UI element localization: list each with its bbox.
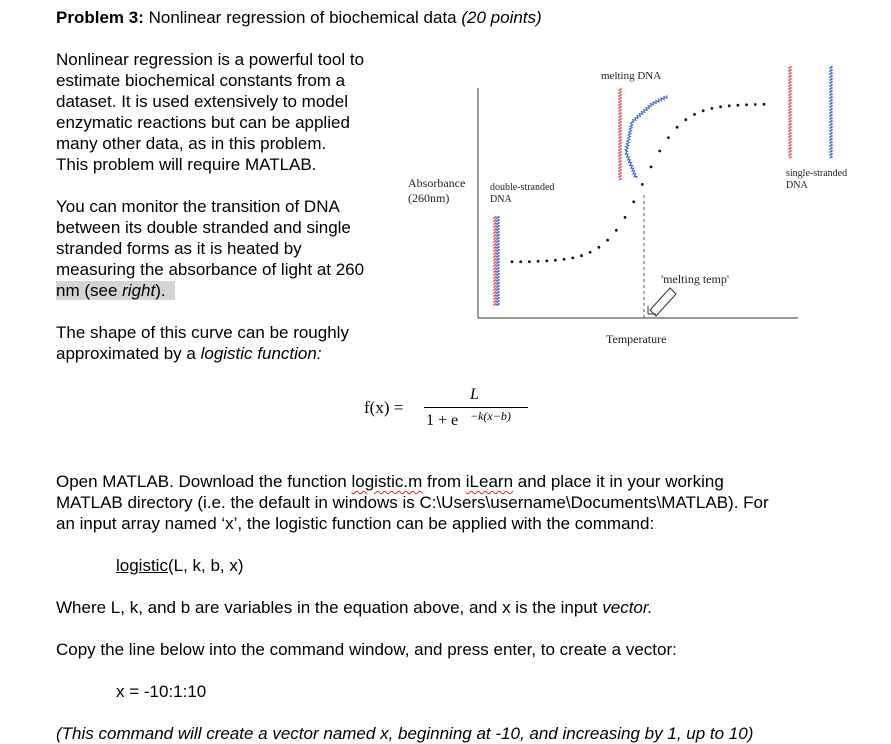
curve-dot xyxy=(650,166,653,169)
matlab-directory-line: MATLAB directory (i.e. the default in windows is C:\Users\username\Documents\MATLAB). For xyxy=(56,493,769,512)
command-function: logistic xyxy=(116,556,168,575)
curve-dot xyxy=(615,229,618,232)
curve-dot xyxy=(763,103,766,106)
fraction-bar xyxy=(424,407,528,408)
double-strand-blue xyxy=(497,216,500,306)
intro-paragraph xyxy=(56,49,364,175)
curve-dot xyxy=(545,260,548,263)
curve-dot xyxy=(580,254,583,257)
shape-italic: logistic function: xyxy=(200,344,322,363)
y-label-unit: (260nm) xyxy=(408,191,450,205)
logistic-command xyxy=(116,555,244,576)
curve-dot xyxy=(511,260,514,263)
input-array-line: an input array named ‘x’, the logistic function can be applied with the command: xyxy=(56,514,655,533)
see-suffix: ). xyxy=(155,281,166,300)
curve-dot xyxy=(571,257,574,260)
curve-dot xyxy=(745,103,748,106)
melting-strand-red xyxy=(619,88,622,180)
shape-paragraph xyxy=(56,322,349,364)
see-right: right xyxy=(122,281,156,300)
open-suffix: and place it in your working xyxy=(513,472,724,491)
open-matlab-line xyxy=(56,471,724,492)
double-strand-red xyxy=(494,216,497,306)
shape-line: The shape of this curve can be roughly xyxy=(56,323,349,342)
equation-exponent: −k(x−b) xyxy=(470,409,511,423)
ilearn-name: iLearn xyxy=(465,472,514,491)
curve-dot xyxy=(684,118,687,121)
curve-dot xyxy=(624,216,627,219)
logistic-file-name: logistic.m xyxy=(351,472,423,491)
single-strand-blue xyxy=(830,66,833,158)
curve-dot xyxy=(537,260,540,263)
vector-note: (This command will create a vector named x, beginning at -10, and increasing by 1, up to 10) xyxy=(56,724,754,743)
where-vector: vector. xyxy=(602,598,653,617)
double-stranded-label: double-stranded xyxy=(490,182,555,193)
curve-dot xyxy=(528,260,531,263)
curve-dot xyxy=(711,107,714,110)
intro-line: dataset. It is used extensively to model xyxy=(56,92,348,111)
curve-dot xyxy=(598,246,601,249)
transition-paragraph xyxy=(56,196,364,301)
curve-dot xyxy=(519,260,522,263)
curve-dot xyxy=(728,104,731,107)
dna-melting-figure xyxy=(400,60,860,350)
curve-dot xyxy=(719,105,722,108)
problem-points: (20 points) xyxy=(461,8,542,27)
open-mid: from xyxy=(422,472,466,491)
y-label-absorbance: Absorbance xyxy=(408,176,466,190)
curve-dot xyxy=(641,183,644,186)
logistic-equation xyxy=(360,380,560,440)
where-prefix: Where L, k, and b are variables in the equation above, and x is the input xyxy=(56,598,603,617)
single-stranded-label: single-stranded xyxy=(786,168,848,179)
curve-dot xyxy=(563,258,566,261)
equation-numerator: L xyxy=(470,386,479,403)
intro-line: estimate biochemical constants from a xyxy=(56,71,346,90)
command-args: (L, k, b, x) xyxy=(167,556,244,575)
problem-label: Problem 3: xyxy=(56,8,144,27)
vector-command: x = -10:1:10 xyxy=(116,682,207,701)
intro-line: This problem will require MATLAB. xyxy=(56,155,317,174)
curve-dot xyxy=(737,104,740,107)
curve-dot xyxy=(754,103,757,106)
transition-line: stranded forms as it is heated by xyxy=(56,239,302,258)
transition-line: measuring the absorbance of light at 260 xyxy=(56,260,365,279)
transition-line: between its double stranded and single xyxy=(56,218,351,237)
see-prefix: nm (see xyxy=(56,281,123,300)
single-stranded-dna-label: DNA xyxy=(786,180,808,191)
curve-dot xyxy=(606,239,609,242)
x-label-temperature: Temperature xyxy=(606,332,667,346)
curve-dot xyxy=(589,251,592,254)
problem-heading xyxy=(56,7,542,28)
intro-line: enzymatic reactions but can be applied xyxy=(56,113,350,132)
shape-line xyxy=(56,343,349,364)
shape-prefix: approximated by a xyxy=(56,344,201,363)
open-prefix: Open MATLAB. Download the function xyxy=(56,472,352,491)
single-strand-red xyxy=(789,66,792,158)
figure-canvas xyxy=(400,60,860,350)
double-stranded-dna-label: DNA xyxy=(490,194,512,205)
curve-dot xyxy=(702,109,705,112)
melting-temp-label: 'melting temp' xyxy=(661,272,729,286)
melting-dna-label: melting DNA xyxy=(601,70,662,82)
transition-line-last xyxy=(56,280,364,301)
selected-text xyxy=(56,281,175,300)
intro-line: many other data, as in this problem. xyxy=(56,134,327,153)
equation-lhs: f(x) = xyxy=(364,398,404,417)
equation-denominator: 1 + e xyxy=(426,412,459,429)
copy-line: Copy the line below into the command window, and press enter, to create a vector: xyxy=(56,640,677,659)
transition-line: You can monitor the transition of DNA xyxy=(56,197,340,216)
curve-dot xyxy=(693,113,696,116)
intro-line: Nonlinear regression is a powerful tool to xyxy=(56,50,365,69)
curve-dot xyxy=(632,200,635,203)
problem-title: Nonlinear regression of biochemical data xyxy=(143,8,462,27)
curve-dot xyxy=(554,259,557,262)
where-line xyxy=(56,597,653,618)
melting-strand-blue xyxy=(625,95,667,178)
melting-temp-arrow xyxy=(648,288,676,316)
curve-dot xyxy=(658,150,661,153)
curve-dot xyxy=(667,136,670,139)
curve-dot xyxy=(676,126,679,129)
